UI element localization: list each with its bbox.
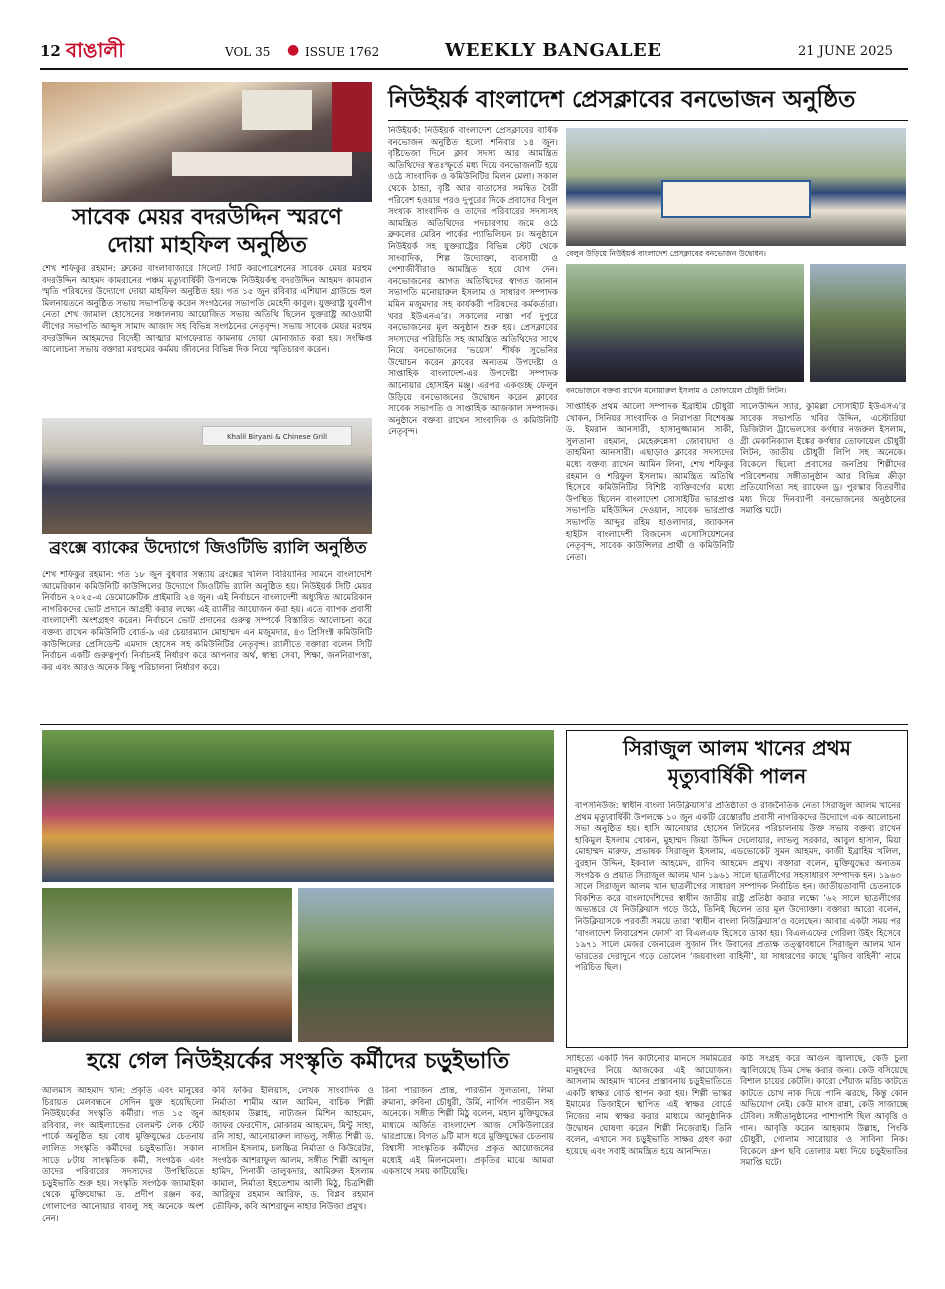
picnic-banner [661, 180, 811, 218]
issue-label: ISSUE 1762 [305, 45, 380, 59]
press-club-caption-bottom: বনভোজনে বক্তব্য রাখেন মনোয়ারুল ইসলাম ও তোফায়েল চৌধুরী লিটন। [566, 386, 787, 395]
volume-label: VOL 35 [225, 45, 271, 59]
press-club-rule [388, 120, 908, 121]
rally-article-body: শেখ শফিকুর রহমান: গত ১৮ জুন বুধবার সন্ধ্যায় ব্রংক্সের খলিল বিরিয়ানির সামনে বাংলাদেশি আমেরিকান কমিউনিটি কাউন্সিলের উদ্যোগে জিওটিভি র‍্যালি অনুষ্ঠিত হয়। নিউইয়র্ক সিটি মেয়র নির্বাচন ২০২৫-এ ডেমোক্রেটিক প্রাইমারি ২৪ জুন। এই নির্বাচনে বাংলাদেশী অধ্যুষিত আমেরিকান নাগরিকদের ভোট প্রদানে আগ্রহী করার লক্ষ্যে এই র‍্যালীর আয়োজন করা হয়। এতে ব্যাপক প্রবাসী বাংলাদেশী অংশগ্রহণ করেন। নির্বাচনে ভোট প্রদানের গুরুত্ব সম্পর্কে বিস্তারিত আলোচনা করে বক্তব্য রাখেন কমিউনিটি বোর্ড-৯ এর চেয়ারম্যান মোহাম্মদ এন মজুমদার, ৪৩ প্রিসিংক্ট কমিউনিটি কাউন্সিলের প্রেসিডেন্ট এমদাদ হোসেন সহ কমিউনিটির নেতৃবৃন্দ। র‍্যালীতে বক্তারা বলেন সিটি নির্বাচন একটি গুরুত্বপূর্ণ। নির্বাচনই নির্ধারণ করে আপনার অর্থ, স্বাস্থ্য সেবা, শিক্ষা, জননিরাপত্তা, কর এবং আরও অনেক কিছু পরিচালনা নির্ধারণ করে। [42, 570, 372, 673]
head-table [172, 152, 352, 176]
paper-name: WEEKLY BANGALEE [445, 40, 662, 61]
storefront-sign: Khalil Biryani & Chinese Grill [202, 426, 352, 446]
press-club-col2a: সাপ্তাহিক প্রথম আলো সম্পাদক ইব্রাহীম চৌধুরী খোকন, সিনিয়র সাংবাদিক ও নিরাপত্তা বিশেষজ্ঞ ড. ইমরান আনসারী, হাসানুজ্জামান সাকী, সুলতানা রহমান, মেহেরুন্নেসা জোবায়দা ও তাহমিনা আনসারী। এছাড়াও ক্লাবের সদস্যদের মধ্যে বক্তব্য রাখেন আমিন লিনা, শেখ শফিকুর রহমান ও শরিফুল ইসলাম। আমন্ত্রিত অতিথি হিসেবে কমিউনিটির বিশিষ্ট ব্যক্তিবর্গের মধ্যে উপস্থিত ছিলেন বাংলাদেশ সোসাইটির ভারপ্রাপ্ত সভাপতি মহিউদ্দিন দেওয়ান, সাবেক ভারপ্রাপ্ত সভাপতি আব্দুর রহিম হাওলাদার, জ্যাকসন হাইটস বাংলাদেশী বিজনেস এসোসিয়েশনের নেতৃবৃন্দ, সাবেক কাউন্সিলর প্রার্থী ও কমিউনিটি নেতা। [566, 402, 734, 563]
press-club-col1: নিউইয়র্ক: নিউইয়র্ক বাংলাদেশ প্রেসক্লাবের বার্ষিক বনভোজন অনুষ্ঠিত হলো শনিবার ১৪ জুন। বৃষ্টিভেজা দিনে ক্লাব সদস্য আর আমন্ত্রিত অতিথিদের স্বতঃস্ফূর্তে মধ্য দিয়ে বনভোজনটি হয়ে ওঠে সাংবাদিক ও কমিউনিটির মিলন মেলা। সকাল থেকে ঠান্ডা, বৃষ্টি আর বাতাসের সমন্বিত বৈরী পরিবেশ হওয়ার পরও দুপুরের দিকে প্রবাসের বিপুল সংখ্যক সাংবাদিক ও তাদের পরিবারের সদস্যসহ আমন্ত্রিত অতিথিদের পদচারণায় জমে ওঠে ব্রুকলের মেরিন পার্কের প্যাভিলিয়ন ঢ। অনুষ্ঠানে নিউইয়র্ক সহ যুক্তরাষ্ট্রের বিভিন্ন স্টেট থেকে সাংবাদিক, শিল্প উদ্যোক্তা, ব্যবসায়ী ও পেশাজীবীরাও আমন্ত্রিত হয়ে যোগ দেন। বনভোজনের আগত অতিথিদের স্বাগত জানান সভাপতি মনোয়ারুল ইসলাম ও সাধারণ সম্পাদক মমিন মজুমদার সহ কার্যকরী পরিষদের কর্মকর্তারা। খবর ইউএনএ’র। সকালের নাস্তা পর্ব দুপুরে বনভোজনের মূল অনুষ্ঠান শুরু হয়। প্রেসক্লাবের সদস্যদের পরিচিতি সহ আমন্ত্রিত অতিথিদের সাথে নিয়ে বনভোজনের ‘ভয়েস’ শীর্ষক সুভেনির উম্মোচন করেন ক্লাবের অন্যতম উপদেষ্টা ও সাপ্তাহিক বাংলাদেশ-এর উপদেষ্টা সম্পাদক আনোয়ার হোসাইন মঞ্জু। এরপর একগুচ্ছ ফেলুন উড়িয়ে বনভোজনের উদ্বোধন করেন ক্লাবের সাবেক সভাপতি ও সাপ্তাহিক আজকাল সম্পাদক। অনুষ্ঠানে বক্তব্য রাখেন সাংবাদিক ও কমিউনিটি নেতৃবৃন্দ। [388, 126, 558, 438]
picnic-headline: হয়ে গেল নিউইয়র্কের সংস্কৃতি কর্মীদের চড়ুইভাতি [86, 1049, 510, 1074]
page-number: 12 [40, 42, 61, 60]
picnic-col5: কাঠ সংগ্রহ করে আগুন জ্বালাছে, কেউ চুলা জ্বালিয়েছে ডিম সেদ্ধ করার জন্য। কেউ বসিয়েছে বিশাল চায়ের কেটলি। কারো পেঁয়াজ মরিচ কাটতে কাটতে চোখ নাক দিয়ে পানি ঝরছে, কিন্তু কোন অভিযোগ নেই। কেউ মাংস রান্না, কেউ সাজাচ্ছে টেবিল। সঙ্গীতানুষ্ঠানের পাশাপাশি ছিল আবৃত্তি ও গান। আবৃত্তি করেন আহকাম উল্লাহ, পিংকি চৌধুরী, গোলাম সারোয়ার ও সাবিনা নিক। বিকেলে গ্রুপ ছবি তোলার মধ্য দিয়ে চড়ুইভাতির সমাপ্তি ঘটে। [740, 1054, 908, 1169]
sirajul-headline-line1: সিরাজুল আলম খানের প্রথম [623, 736, 851, 760]
mayor-event-photo [42, 82, 372, 202]
sirajul-article-body: বাপসনিউজ: স্বাধীন বাংলা নিউক্লিয়াস’র প্রতিষ্ঠাতা ও রাজনৈতিক নেতা সিরাজুল আলম খানের প্রথম মৃত্যুবার্ষিকী উপলক্ষে ১০ জুন একটি রেস্তোরাঁয় প্রবাসী নাগরিকদের উদ্যোগে এক আলোচনা সভা অনুষ্ঠিত হয়। হাসি আনোয়ার হোসেন লিটনের পরিচালনায় উক্ত সভায় বক্তব্য রাখেন হাকিমুল ইসলাম খোকন, মুহাম্মদ জিয়া উদ্দিন দেলোয়ার, লাভলু সরকার, আবুল হাসান, মিয়া মোহাম্মদ মারুফ, প্রভাষক সিরাজুল ইসলাম, এডভোকেট সুমন আহমদ, কাজী ইব্রাহিম খলিল, বুরহান উদ্দিন, ইকবাল আহমেদ, রাদিব আহমেদ প্রমুখ। বক্তারা বলেন, মুক্তিযুদ্ধের অন্যতম সংগঠক ও প্রয়াত সিরাজুল আলম খান ১৯৬১ সালে ছাত্রলীগের সহসাধারণ সম্পাদক হন। ১৯৬৩ সালে সিরাজুল আলম খান ছাত্রলীগের সাধারণ সম্পাদক নির্বাচিত হন। জাতীয়তাবাদী চেতনাকে বিকশিত করে বাংলাদেশিদের স্বাধীন জাতীয় রাষ্ট্র প্রতিষ্ঠা করার লক্ষ্যে ’৬২ সালে ছাত্রলীগের অভ্যন্তরে যে নিউক্লিয়াস গড়ে উঠে, তিনিই ছিলেন তার মূল উদ্যোক্তা। বক্তারা আরো বলেন, নিউক্লিয়াসকে পরবর্তী সময়ে তারা ‘স্বাধীন বাংলা নিউক্লিয়াস’ও বলেছেন। আবার একটা সময় পর ‘বাংলাদেশ লিবারেশন ফোর্স’ বা বিএলএফ হিসেবে ডাকা হয়। বিএলএফের গেরিলা উইং হিসেবে ১৯৭১ সালে মেজর জেনারেল সুজান সিং উবানের প্রত্যক্ষ তত্ত্বাবধানে সিরাজুল আলম খান ভারতের দেরাদুনে গড়ে তোলেন ‘জয়বাংলা বাহিনী’, যা সাধারণের কাছে ‘মুজিব বাহিনী’ নামে পরিচিত ছিল। [575, 801, 901, 974]
picnic-col1: আলমাস আহমাদ খান: প্রকৃতি এবং মানুষের চিরায়ত মেলবন্ধনে সেদিন যুক্ত হয়েছিলো নিউইয়র্কের সংস্কৃতি কর্মীরা। গত ১৫ জুন রবিবার, লং আইল্যান্ডের বেলমন্ট লেক স্টেট পার্কে অনুষ্ঠিত হয় বোধ মুক্তিযুদ্ধের চেতনায় লালিত সংস্কৃতি কর্মীদের চড়ুইভাতি। সকাল সাড়ে ৮টায় সাংস্কৃতিক কর্মী, সংগঠক এবং তাদের পরিবারের সদস্যদের উপস্থিতিতে চড়ুইভাতি শুরু হয়। সংস্কৃতি সংগঠক জ্যামাইকা থেকে মুক্তিযোদ্ধা ড. প্রদীপ রঞ্জন কর, গোলাপের আনোয়ার বাবলু সহ অনেকে অংশ নেন। [42, 1086, 204, 1224]
red-curtain [332, 82, 372, 152]
picnic-col4: সাহিত্যে একটি দিন কাটানোর মানসে সমমিত্রের মানুষদের নিয়ে আজকের এই আয়োজন। আসলাম আহমাদ খানের প্রস্তাবনায় চড়ুইভাতিতে একটি স্বাক্ষর বোর্ড স্থাপন করা হয়। শিল্পী ভাস্কর ইমামের ডিজাইনে স্থাপিত এই স্বাক্ষর বোর্ডে নিজের নাম স্বাক্ষর করার মাধ্যমে আনুষ্ঠানিক উদ্বোধন ঘোষণা করেন শিল্পী নিজেরাই। তিনি বলেন, এখানে সব চড়ুইভাতি সাক্ষর গ্রহণ করা হয়েছে এবং সবাই আমন্ত্রিত হয়ে আনন্দিত। [566, 1054, 732, 1157]
rally-headline: ব্রংক্সে ব্যাকের উদ্যোগে জিওটিভি র‍্যালি অনুষ্ঠিত [49, 538, 367, 557]
masthead [40, 36, 908, 66]
picnic-col2: কবি ফকির ইলিয়াস, লেখক সাংবাদিক ও নির্মাতা শামীম আল আমিন, বাচিক শিল্পী আহকাম উল্লাহ, নাট্যজন মিশিন আহমেদ, জাফর ফেরদৌস, মোকারম আহমেদ, মিন্টু সাহা, রনি সাহা, আনোয়ারুল লাভলু, সঙ্গীত শিল্পী ড. নাসরিন ইসলাম, চলচ্চিত্র নির্মাতা ও কিউরেটর, সংগঠক আশরাফুল আলম, সঙ্গীত শিল্পী আব্দুল হামিদ, পিনাকী তালুকদার, আমিরুল ইসলাম কামাল, নির্মাতা ইহতেশাম আলী মিঠু, চিত্রশিল্পী আরিফুর রহমান আরিফ, ড. বিপ্লব রহমান তৌফিক, কবি আশরাফুন নাহার নিউজা প্রমুখ। [212, 1086, 374, 1212]
picnic-col3: রিনা পারাজন প্রান্ত, পারভীন সুলতানা, লিমা রুমানা, রুবিনা চৌধুরী, উর্মি, নার্গিস পারভীন সহ অনেকে। সঙ্গীত শিল্পী মিঠু বলেন, মহান মুক্তিযুদ্ধের মাধ্যমে অর্জিত বাংলাদেশ আজ সেকিউলারের দ্বারপ্রান্তে। বিগত ৯টি মাস ধরে মুক্তিযুদ্ধের চেতনায় বিশ্বাসী সাংস্কৃতিক কর্মীদের প্রকৃত আয়োজনের মধ্যেই এই মিলনমেলা। প্রকৃতির মাঝে আমরা একসাথে সময় কাটিয়েছি। [382, 1086, 554, 1178]
picnic-group-photo [42, 730, 554, 882]
press-club-group-photo [566, 264, 804, 382]
header-rule [40, 68, 908, 70]
picnic-cooking-photo [42, 888, 292, 1042]
press-club-col2b: সালেউদ্দিন স্যার, কুমিল্লা সোসাইটি ইউএসএ’র সাবেক সভাপতি খবির উদ্দিন, এস্টোরিয়া ডিজিটাল ট্রাভেলসের কর্ণধার নজরুল ইসলাম, গ্রী মেকানিক্যাল ইঙ্কের কর্ণধার তোফায়েল চৌধুরী লিটন, জাতীয় চৌধুরী লিপি সহ অনেকে। বিকেলে ছিলো প্রবাসের জনপ্রিয় শিল্পীদের পরিবেশনায় সঙ্গীতানুষ্ঠান আর বিভিন্ন ক্রীড়া প্রতিযোগিতা সহ র‍্যাফেল ড্র। পুরস্কার বিতরণীর মধ্য দিয়ে দিনব্যাপী বনভোজনের অনুষ্ঠানের সমাপ্তি ঘটে। [740, 402, 906, 517]
picnic-people-photo [298, 888, 554, 1042]
sirajul-box [566, 730, 908, 1048]
rally-photo [42, 418, 372, 534]
press-club-caption-top: বেলুন উড়িয়ে নিউইয়র্ক বাংলাদেশ প্রেসক্লাবের বনভোজন উদ্বোধন। [566, 249, 767, 258]
press-club-speaker-photo [810, 264, 906, 382]
paper-logo: বাঙালী [66, 38, 125, 62]
mayor-headline-line1: সাবেক মেয়র বদরউদ্দিন স্মরণে [72, 205, 342, 230]
mayor-article-body: শেখ শফিকুর রহমান: ব্রুকের বাংলাবাজারে সিলেট সিটি করপোরেশনের সাবেক মেয়র মরহুম বদরউদ্দিন আহমদ কামরানের পঞ্চম মৃত্যুবার্ষিকী উপলক্ষে নিউইয়র্কস্থ বদরউদ্দিন আহমদ কামরান স্মৃতি পরিষদের উদ্যোগে দোয়া মাহফিল অনুষ্ঠিত হয়। গত ১৫ জুন রবিবার এশিয়ান গ্রাউন্ডে হুল মিলনায়তনে অনুষ্ঠিত সভায় সভাপতিত্ব করেন সংগঠনের সভাপতি মেহেদী কাবুল। যুক্তরাষ্ট্র যুবলীগ নেতা শেখ জামাল হোসেনের সঞ্চালনায় আয়োজিত সভায় অতিথি ছিলেন যুক্তরাষ্ট্র আওয়ামী লীগের সভাপতি আব্দুস সামাদ আজাদ সহ বিভিন্ন সংগঠনের নেতৃবৃন্দ। সভায় সাবেক মেয়র মরহুম বদরউদ্দিন আহমদের বিদেহী আত্মার মাগফেরাত কামনায় দোয়া মোনাজাত করা হয়। সংক্ষিপ্ত আলোচনা সভায় বক্তারা মরহুমের কর্মময় জীবনের বিভিন্ন দিক নিয়ে স্মৃতিচারণ করেন। [42, 264, 372, 356]
separator-bullet-icon: ● [287, 42, 300, 58]
podium-banner [242, 90, 312, 130]
sirajul-headline-line2: মৃত্যুবার্ষিকী পালন [667, 764, 807, 788]
mid-page-rule [40, 724, 908, 725]
press-club-headline: নিউইয়র্ক বাংলাদেশ প্রেসক্লাবের বনভোজন অনুষ্ঠিত [388, 87, 856, 113]
issue-date: 21 JUNE 2025 [798, 44, 893, 59]
mayor-headline-line2: দোয়া মাহফিল অনুষ্ঠিত [107, 233, 307, 258]
press-club-banner-photo [566, 128, 906, 246]
